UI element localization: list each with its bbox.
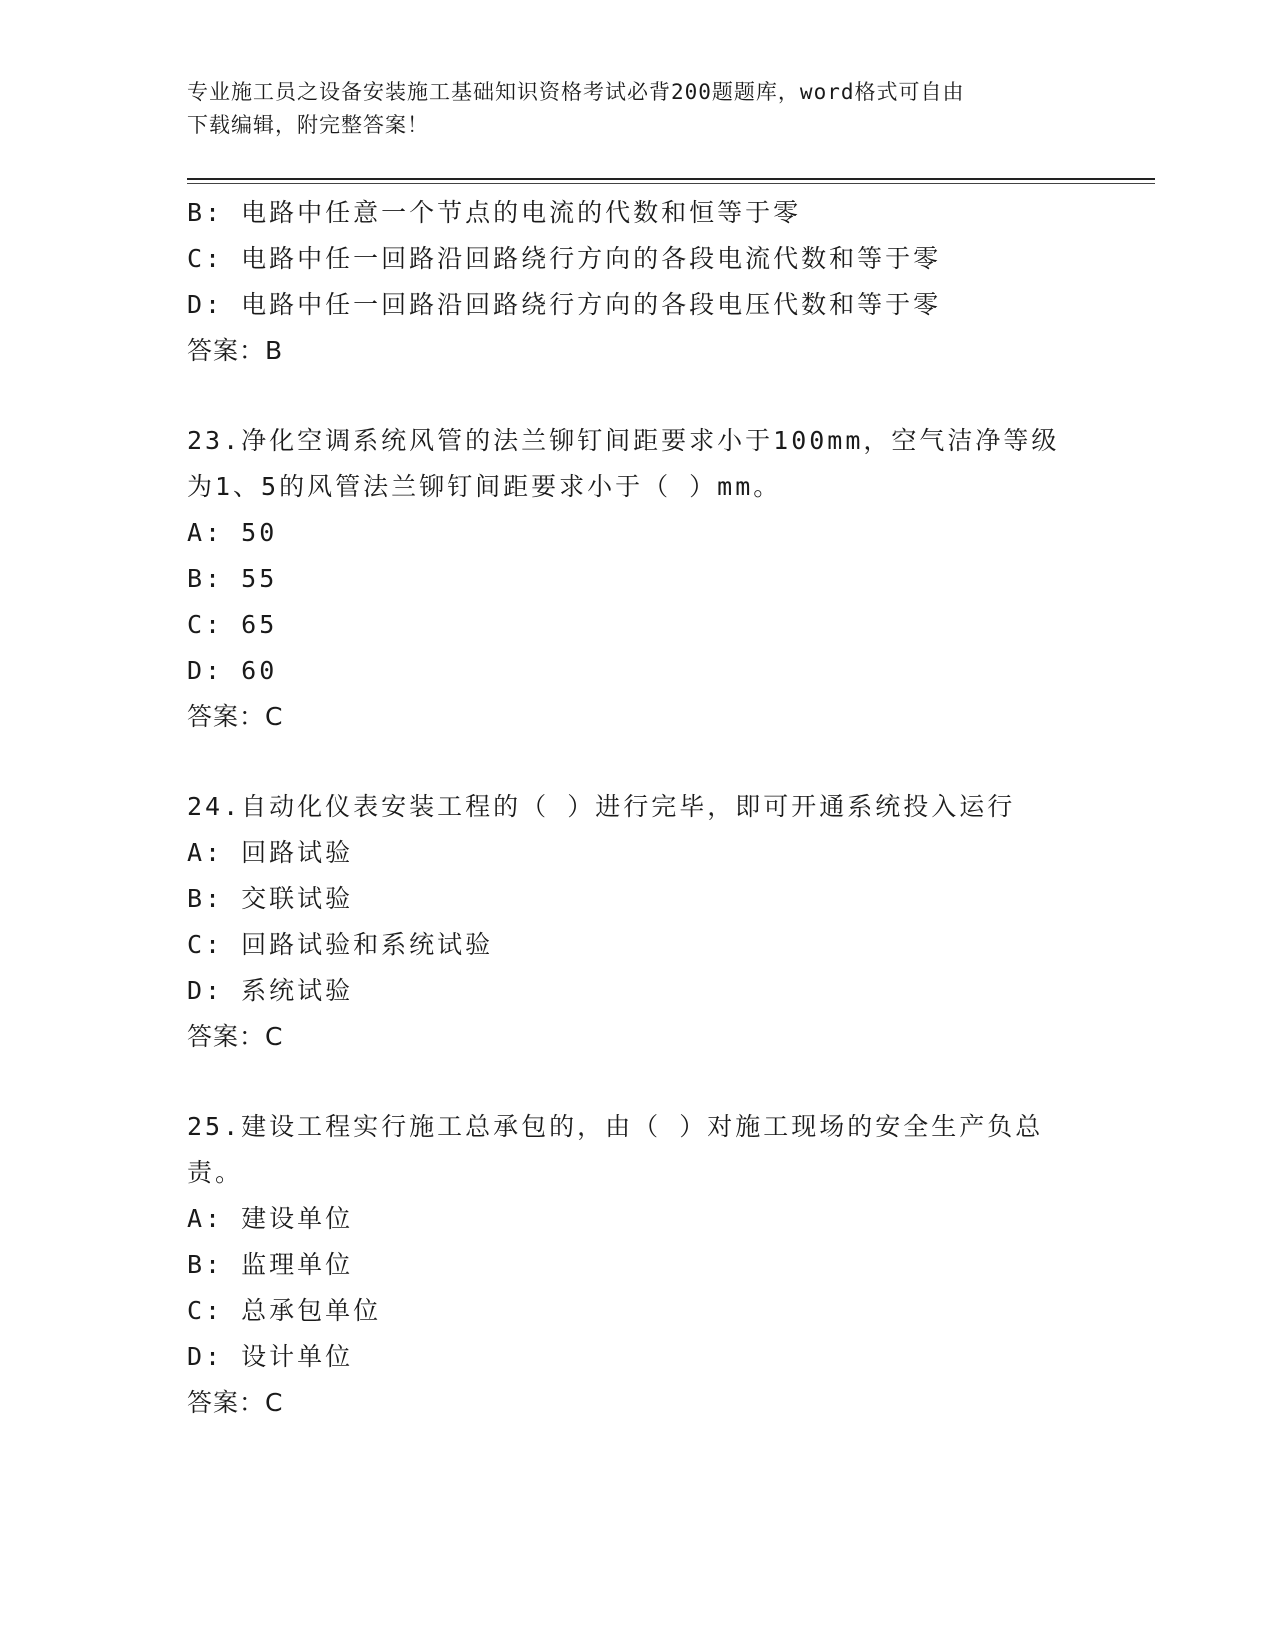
option-a: A: 50 xyxy=(187,518,278,547)
header-line-1: 专业施工员之设备安装施工基础知识资格考试必背200题题库，word格式可自由 xyxy=(187,80,965,104)
option-c: C: 总承包单位 xyxy=(187,1296,382,1325)
answer-label: 答案：C xyxy=(187,1388,284,1417)
option-b: B: 电路中任意一个节点的电流的代数和恒等于零 xyxy=(187,198,802,227)
question-24 xyxy=(187,784,1087,1060)
document-header xyxy=(187,76,1067,142)
option-d: D: 电路中任一回路沿回路绕行方向的各段电压代数和等于零 xyxy=(187,290,942,319)
option-c: C: 65 xyxy=(187,610,278,639)
question-25 xyxy=(187,1104,1087,1426)
question-text-line-2: 为1、5的风管法兰铆钉间距要求小于（ ）mm。 xyxy=(187,472,782,501)
question-text-line-1: 23.净化空调系统风管的法兰铆钉间距要求小于100mm，空气洁净等级 xyxy=(187,426,1060,455)
option-b: B: 监理单位 xyxy=(187,1250,354,1279)
answer-label: 答案：B xyxy=(187,336,284,365)
option-a: A: 回路试验 xyxy=(187,838,354,867)
option-a: A: 建设单位 xyxy=(187,1204,354,1233)
header-divider xyxy=(187,178,1155,180)
option-c: C: 电路中任一回路沿回路绕行方向的各段电流代数和等于零 xyxy=(187,244,942,273)
option-d: D: 设计单位 xyxy=(187,1342,354,1371)
document-body xyxy=(187,190,1087,1426)
option-d: D: 60 xyxy=(187,656,278,685)
header-divider-thin xyxy=(187,183,1155,184)
question-23 xyxy=(187,418,1087,740)
answer-label: 答案：C xyxy=(187,702,284,731)
header-line-2: 下载编辑，附完整答案！ xyxy=(187,113,429,137)
question-text-line-2: 责。 xyxy=(187,1158,244,1187)
option-d: D: 系统试验 xyxy=(187,976,354,1005)
option-c: C: 回路试验和系统试验 xyxy=(187,930,494,959)
option-b: B: 交联试验 xyxy=(187,884,354,913)
question-text-line-1: 25.建设工程实行施工总承包的，由（ ）对施工现场的安全生产负总 xyxy=(187,1112,1044,1141)
question-22-continued xyxy=(187,190,1087,374)
answer-label: 答案：C xyxy=(187,1022,284,1051)
question-text-line-1: 24.自动化仪表安装工程的（ ）进行完毕，即可开通系统投入运行 xyxy=(187,792,1016,821)
option-b: B: 55 xyxy=(187,564,278,593)
